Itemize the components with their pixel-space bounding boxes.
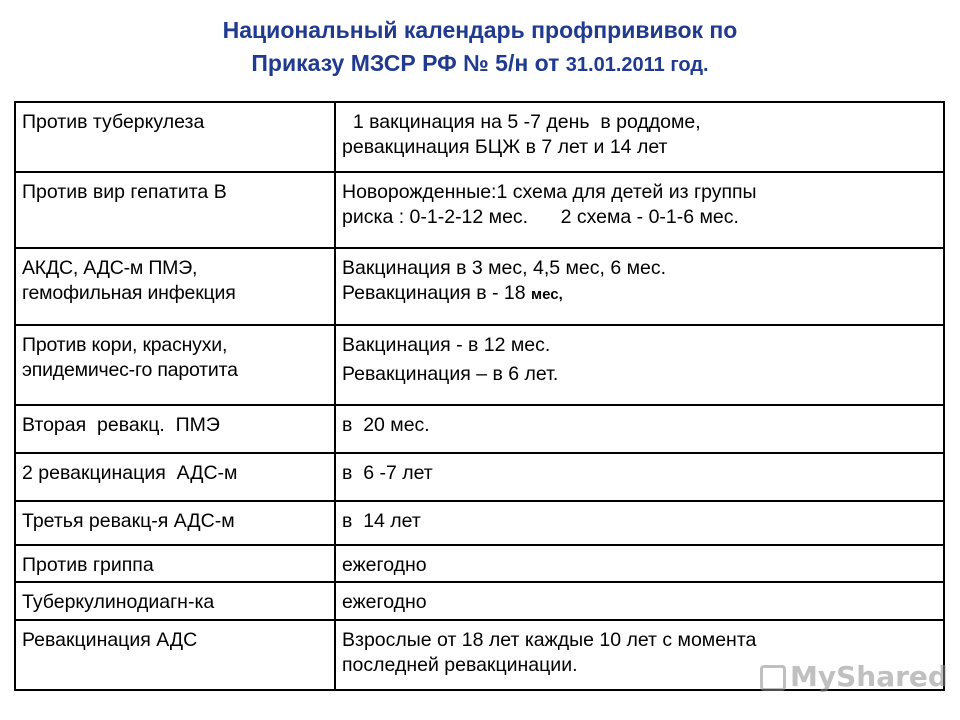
watermark-text: MyShared — [790, 660, 948, 693]
schedule-line: 1 вакцинация на 5 -7 день в роддоме, — [342, 111, 701, 133]
table-row — [15, 172, 944, 248]
schedule-line — [342, 281, 937, 307]
row-schedule: в 20 мес. — [335, 405, 944, 453]
row-label — [15, 248, 335, 325]
row-label: Туберкулинодиагн-ка — [15, 582, 335, 620]
row-label: Против вир гепатита В — [15, 172, 335, 248]
title-order: Приказу МЗСР РФ № 5/н от — [251, 50, 566, 76]
table-row — [15, 325, 944, 405]
row-schedule — [335, 325, 944, 405]
label-line: эпидемичес-го паротита — [22, 359, 238, 381]
schedule-line: Вакцинация в 3 мес, 4,5 мес, 6 мес. — [342, 257, 667, 279]
schedule-line: Новорожденные:1 схема для детей из группы — [342, 181, 757, 203]
schedule-line: Вакцинация - в 12 мес. — [342, 334, 551, 356]
schedule-unit: мес, — [531, 286, 563, 303]
schedule-line: Взрослые от 18 лет каждые 10 лет с момента — [342, 629, 757, 651]
row-label: Против туберкулеза — [15, 102, 335, 172]
row-label: Против гриппа — [15, 545, 335, 582]
row-label — [15, 325, 335, 405]
row-schedule: в 14 лет — [335, 501, 944, 545]
row-schedule: ежегодно — [335, 582, 944, 620]
row-schedule — [335, 248, 944, 325]
row-schedule — [335, 102, 944, 172]
row-label: 2 ревакцинация АДС-м — [15, 453, 335, 501]
row-schedule: в 6 -7 лет — [335, 453, 944, 501]
table-row — [15, 501, 944, 545]
title-line-1: Национальный календарь профпрививок по — [222, 17, 738, 43]
row-label: Ревакцинация АДС — [15, 620, 335, 690]
title-date: 31.01.2011 год. — [565, 54, 709, 76]
row-label: Третья ревакц-я АДС-м — [15, 501, 335, 545]
schedule-line: риска : 0-1-2-12 мес. 2 схема - 0-1-6 мес. — [342, 206, 739, 228]
row-schedule — [335, 172, 944, 248]
watermark-logo-icon — [760, 665, 786, 691]
row-schedule: ежегодно — [335, 545, 944, 582]
schedule-line: ревакцинация БЦЖ в 7 лет и 14 лет — [342, 136, 668, 158]
label-line: Против кори, краснухи, — [22, 334, 228, 356]
table-row — [15, 453, 944, 501]
schedule-line: Ревакцинация – в 6 лет. — [342, 363, 559, 385]
schedule-line: последней ревакцинации. — [342, 654, 578, 676]
table-row — [15, 102, 944, 172]
label-line: АКДС, АДС-м ПМЭ, — [22, 257, 198, 279]
table-row — [15, 582, 944, 620]
title-line-2 — [0, 47, 960, 82]
table-row — [15, 248, 944, 325]
watermark — [760, 660, 948, 693]
table-row — [15, 545, 944, 582]
table-row — [15, 405, 944, 453]
row-label: Вторая ревакц. ПМЭ — [15, 405, 335, 453]
schedule-text: Ревакцинация в - 18 — [342, 282, 532, 304]
page-title — [0, 14, 960, 82]
vaccination-table — [14, 101, 945, 691]
label-line: гемофильная инфекция — [22, 282, 236, 304]
